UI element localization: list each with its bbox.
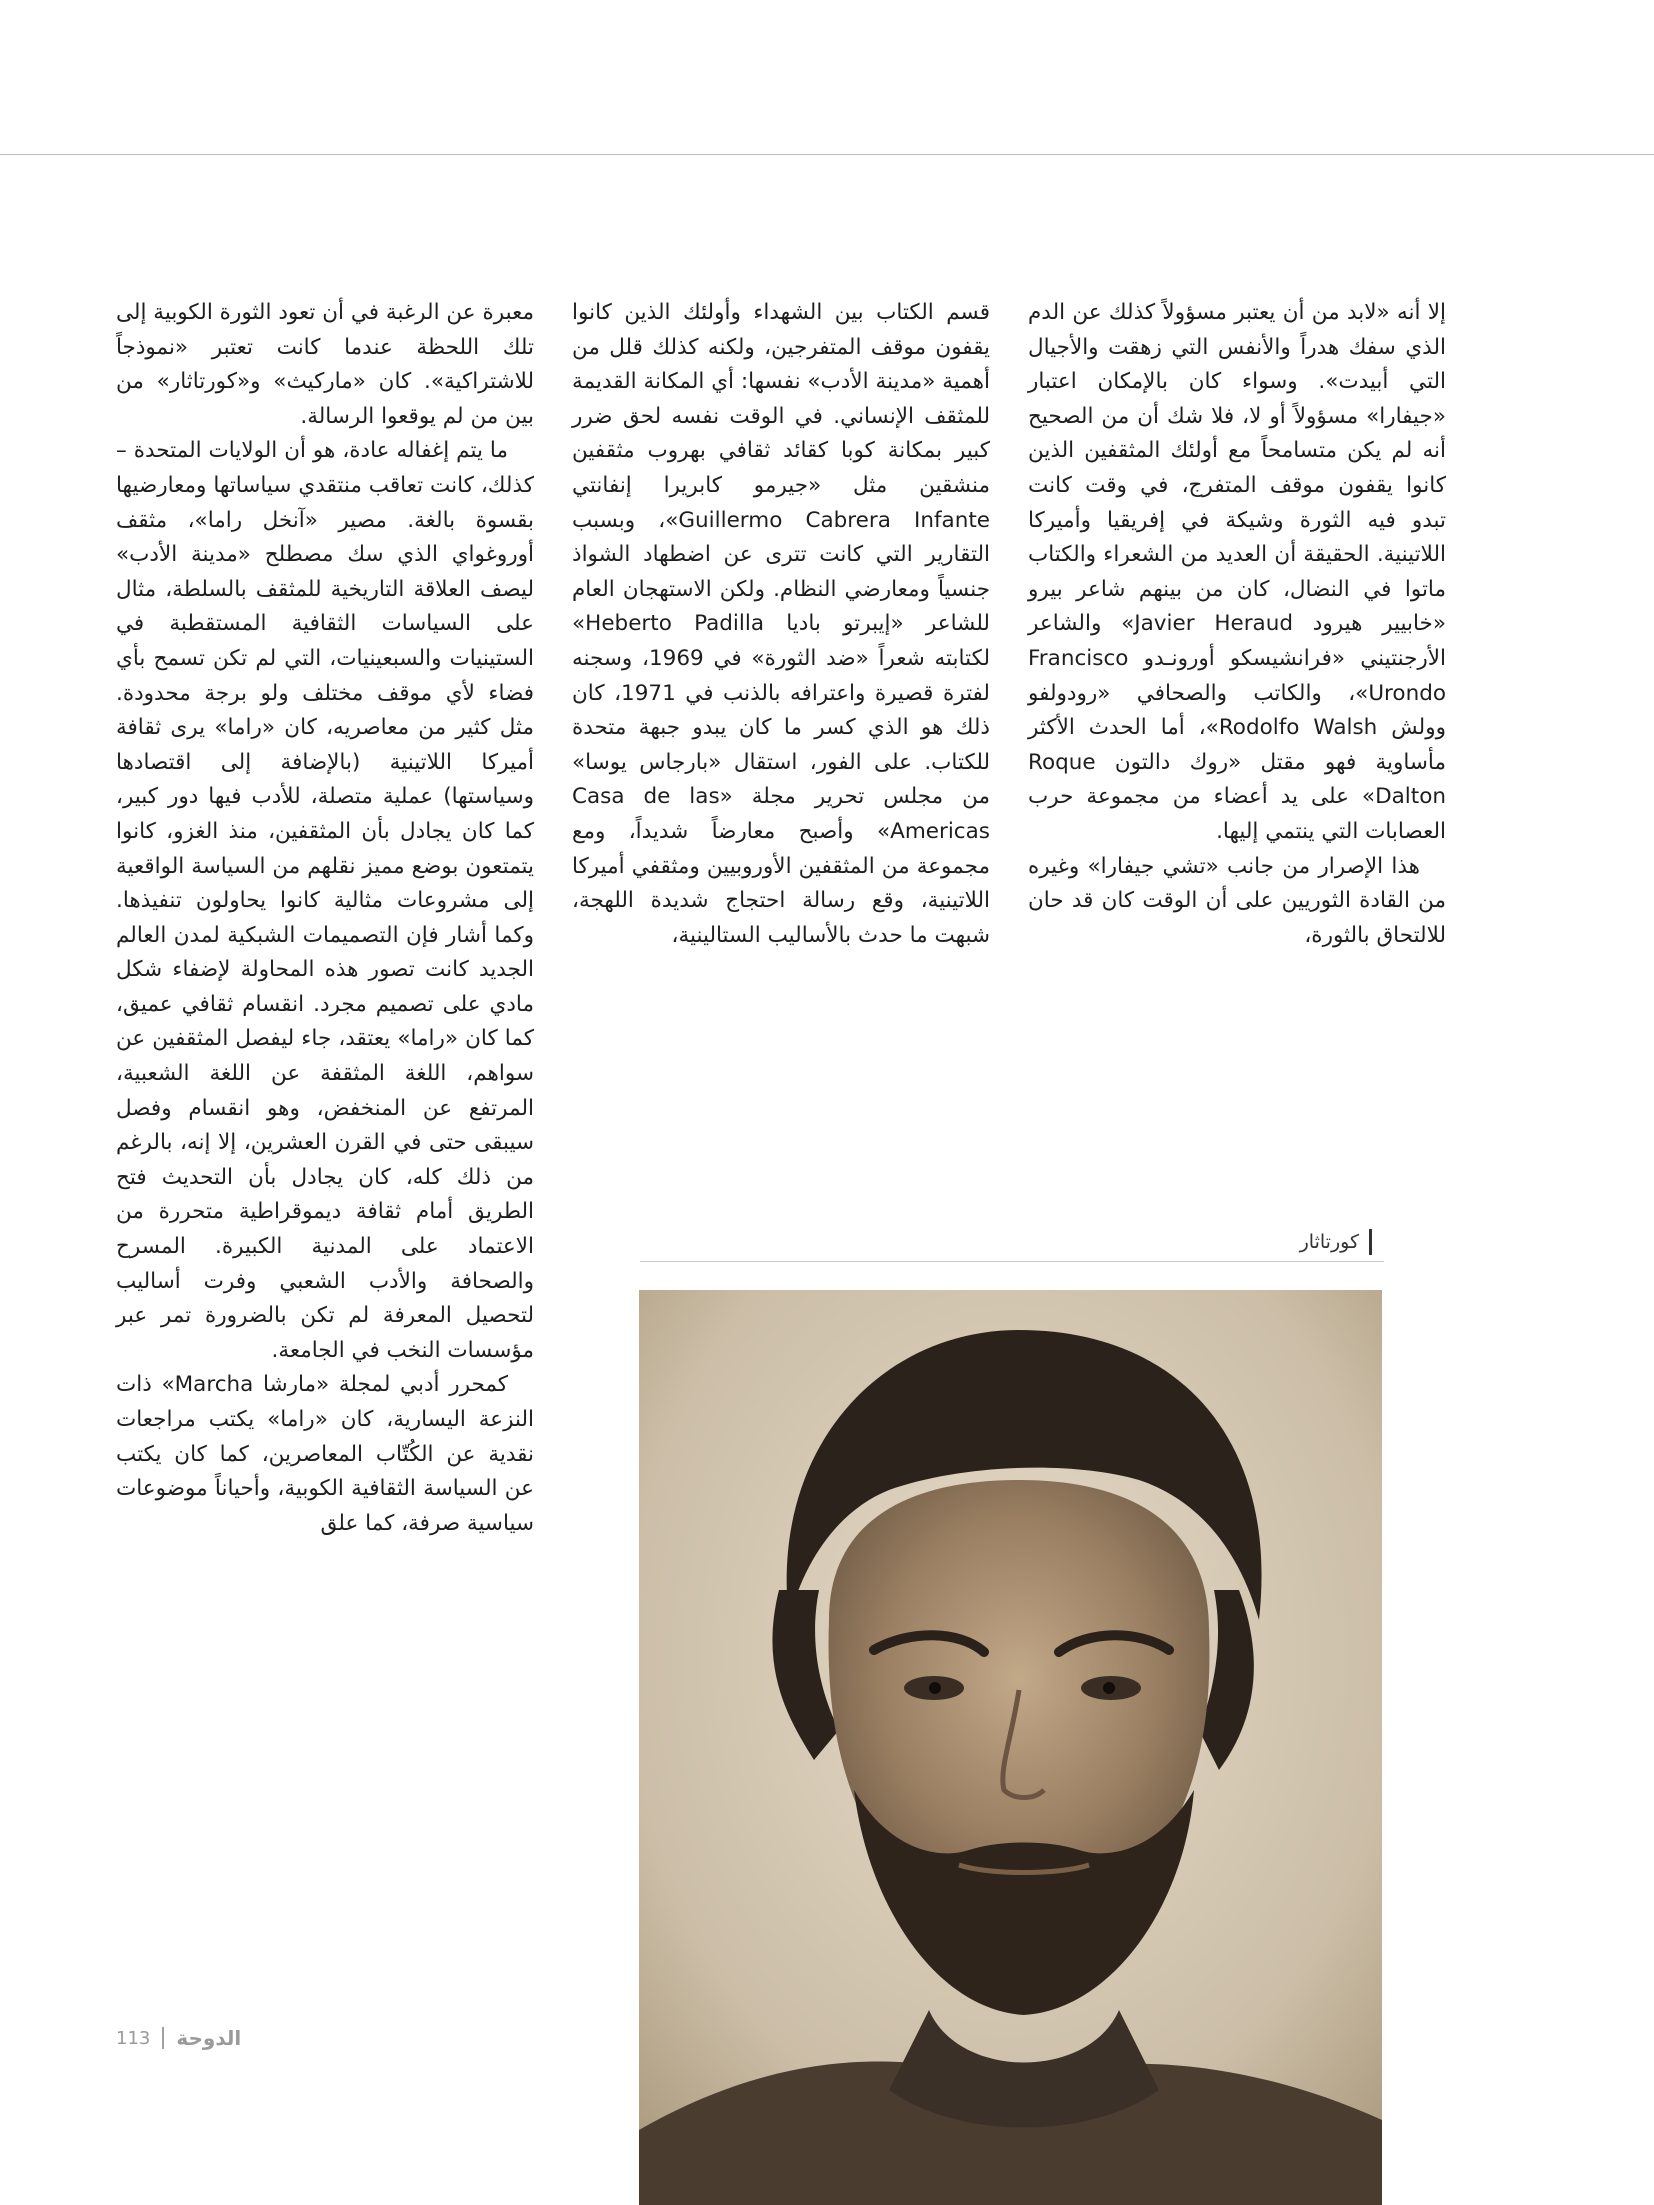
- paragraph: معبرة عن الرغبة في أن تعود الثورة الكوبية إلى تلك اللحظة عندما كانت تعتبر «نموذجاً للاشتراكية». كان «ماركيث» و«كورتاثار» من بين من لم يوقعوا الرسالة.: [116, 300, 534, 429]
- paragraph: إلا أنه «لابد من أن يعتبر مسؤولاً كذلك عن الدم الذي سفك هدراً والأنفس التي زهقت والأجيال التي أبيدت». وسواء كان بالإمكان اعتبار «جيفارا» مسؤولاً أو لا، فلا شك أن من الصحيح أنه لم يكن متسامحاً مع أولئك المثقفين الذين كانوا يقفون موقف المتفرج، في وقت كانت تبدو فيه الثورة وشيكة في إفريقيا وأميركا اللاتينية. الحقيقة أن العديد من الشعراء والكتاب ماتوا في النضال، كان من بينهم شاعر بيرو «خابيير هيرود Javier Heraud» والشاعر الأرجنتيني «فرانشيسكو أورونـدو Francisco Urondo»، والكاتب والصحافي «رودولفو وولش Rodolfo Walsh»، أما الحدث الأكثر مأساوية فهو مقتل «روك دالتون Roque Dalton» على يد أعضاء من مجموعة حرب العصابات التي ينتمي إليها.: [1028, 300, 1447, 844]
- paragraph: كمحرر أدبي لمجلة «مارشا Marcha» ذات النزعة اليسارية، كان «راما» يكتب مراجعات نقدية عن الكُتّاب المعاصرين، كما كان يكتب عن السياسة الثقافية الكوبية، وأحياناً موضوعات سياسية صرفة، كما علق: [116, 1372, 534, 1536]
- article-column-middle: [572, 296, 990, 953]
- paragraph: قسم الكتاب بين الشهداء وأولئك الذين كانوا يقفون موقف المتفرجين، ولكنه كذلك قلل من أهمية «مدينة الأدب» نفسها: أي المكانة القديمة للمثقف الإنساني. في الوقت نفسه لحق ضرر كبير بمكانة كوبا كقائد ثقافي بهروب مثقفين منشقين مثل «جيرمو كابريرا إنفانتي Guillermo Cabrera Infante»، وبسبب التقارير التي كانت تترى عن اضطهاد الشواذ جنسياً ومعارضي النظام. ولكن الاستهجان العام للشاعر «إيبرتو باديا Heberto Padilla» لكتابته شعراً «ضد الثورة» في 1969، وسجنه لفترة قصيرة واعترافه بالذنب في 1971، كان ذلك هو الذي كسر ما كان يبدو جبهة متحدة للكتاب. على الفور، استقال «بارجاس يوسا» من مجلس تحرير مجلة «Casa de las Americas» وأصبح معارضاً شديداً، ومع مجموعة من المثقفين الأوروبيين ومثقفي أميركا اللاتينية، وقع رسالة احتجاج شديدة اللهجة، شبهت ما حدث بالأساليب الستالينية،: [572, 300, 991, 948]
- article-column-right: [1028, 296, 1446, 953]
- photo-caption: [640, 1227, 1384, 1262]
- page-number: 113: [116, 2027, 151, 2049]
- paragraph: هذا الإصرار من جانب «تشي جيفارا» وغيره من القادة الثوريين على أن الوقت كان قد حان للالتحاق بالثورة،: [1028, 853, 1446, 948]
- caption-text: كورتاثار: [1300, 1229, 1372, 1255]
- header-rule: [0, 154, 1654, 155]
- magazine-name: الدوحة: [176, 2026, 242, 2050]
- portrait-photo-icon: [639, 1290, 1382, 2205]
- portrait-photo: [639, 1290, 1382, 2205]
- article-column-left: [116, 296, 534, 1541]
- page-footer: [116, 2022, 241, 2054]
- paragraph: ما يتم إغفاله عادة، هو أن الولايات المتحدة – كذلك، كانت تعاقب منتقدي سياساتها ومعارضيها بقسوة بالغة. مصير «آنخل راما»، مثقف أوروغواي الذي سك مصطلح «مدينة الأدب» ليصف العلاقة التاريخية للمثقف بالسلطة، مثال على السياسات الثقافية المستقطبة في الستينيات والسبعينيات، التي لم تكن تسمح بأي فضاء لأي موقف مختلف ولو برجة محدودة. مثل كثير من معاصريه، كان «راما» يرى ثقافة أميركا اللاتينية (بالإضافة إلى اقتصادها وسياستها) عملية متصلة، للأدب فيها دور كبير، كما كان يجادل بأن المثقفين، منذ الغزو، كانوا يتمتعون بوضع مميز نقلهم من السياسة الواقعية إلى مشروعات مثالية كانوا يحاولون تنفيذها. وكما أشار فإن التصميمات الشبكية لمدن العالم الجديد كانت تصور هذه المحاولة لإضفاء شكل مادي على تصميم مجرد. انقسام ثقافي عميق، كما كان «راما» يعتقد، جاء ليفصل المثقفين عن سواهم، اللغة المثقفة عن اللغة الشعبية، المرتفع عن المنخفض، وهو انقسام وفصل سيبقى حتى في القرن العشرين، إلا إنه، بالرغم من ذلك كله، كان يجادل بأن التحديث فتح الطريق أمام ثقافة ديموقراطية متحررة من الاعتماد على المدنية الكبيرة. المسرح والصحافة والأدب الشعبي وفرت أساليب لتحصيل المعرفة لم تكن بالضرورة تمر عبر مؤسسات النخب في الجامعة.: [116, 438, 534, 1363]
- footer-divider: [162, 2027, 164, 2049]
